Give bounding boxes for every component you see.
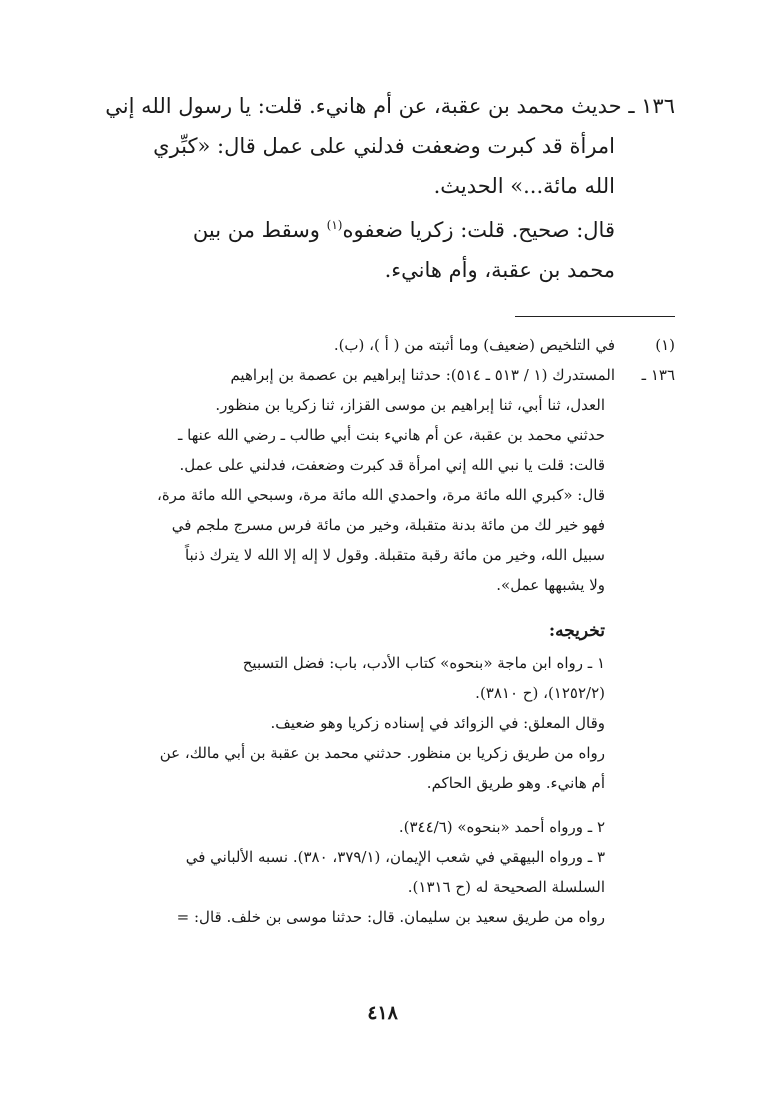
- note-136-line-6: فهو خير لك من مائة بدنة متقبلة، وخير من مائة فرس مسرج ملجم في: [171, 516, 605, 534]
- note-136-label: ١٣٦ ـ: [641, 366, 675, 384]
- takhrij-2-line-1: ٢ ـ ورواه أحمد «بنحوه» (٣٤٤/٦).: [398, 818, 605, 836]
- takhrij-1-line-5: أم هانيء. وهو طريق الحاكم.: [426, 774, 605, 792]
- main-line-1: ١٣٦ ـ حديث محمد بن عقبة، عن أم هانيء. قلت: يا رسول الله إني: [105, 94, 675, 118]
- note-136-line-2: العدل، ثنا أبي، ثنا إبراهيم بن موسى القزاز، ثنا زكريا بن منظور.: [215, 396, 605, 414]
- note-136-line-5: قال: «كبري الله مائة مرة، واحمدي الله مائة مرة، وسبحي الله مائة مرة،: [156, 486, 605, 504]
- main-text: [90, 86, 675, 290]
- takhrij-1-line-1: ١ ـ رواه ابن ماجة «بنحوه» كتاب الأدب، باب: فضل التسبيح: [242, 654, 605, 672]
- main-line-5: محمد بن عقبة، وأم هانيء.: [384, 258, 615, 282]
- main-line-4: [90, 210, 675, 250]
- note-136-line-1: [80, 360, 675, 390]
- takhrij-heading: تخريجه:: [548, 621, 605, 641]
- takhrij-1-line-2: (١٢٥٢/٢)، (ح ٣٨١٠).: [475, 684, 605, 702]
- footnote-divider: [515, 316, 675, 317]
- takhrij-3-line-1: ٣ ـ ورواه البيهقي في شعب الإيمان، (٣٧٩/١، ٣٨٠). نسبه الألباني في: [185, 848, 605, 866]
- page-number: ٤١٨: [367, 1002, 398, 1024]
- takhrij-spacer: [80, 798, 675, 812]
- main-line-3: الله مائة...» الحديث.: [433, 174, 615, 198]
- takhrij-1-line-4: رواه من طريق زكريا بن منظور. حدثني محمد بن عقبة بن أبي مالك، عن: [159, 744, 605, 762]
- notes-section: [80, 330, 675, 932]
- note-136-line-4: قالت: قلت يا نبي الله إني امرأة قد كبرت وضعفت، فدلني على عمل.: [179, 456, 605, 474]
- note-136-line-8: ولا يشبهها عمل».: [496, 576, 605, 594]
- footnote-ref[interactable]: (١): [326, 218, 343, 232]
- footnote-row: [80, 330, 675, 360]
- takhrij-3-line-2: السلسلة الصحيحة له (ح ١٣١٦).: [407, 878, 605, 896]
- main-line-2: امرأة قد كبرت وضعفت فدلني على عمل قال: «كبِّري: [153, 134, 615, 158]
- takhrij-1-line-3: وقال المعلق: في الزوائد في إسناده زكريا وهو ضعيف.: [270, 714, 605, 732]
- note-136-text-1: المستدرك (١ / ٥١٣ ـ ٥١٤): حدثنا إبراهيم بن عصمة بن إبراهيم: [230, 366, 615, 384]
- footnote-text: في التلخيص (ضعيف) وما أثبته من ( أ )، (ب).: [333, 336, 615, 354]
- note-136-line-7: سبيل الله، وخير من مائة رقبة متقبلة. وقول لا إله إلا الله لا يترك ذنباً: [184, 546, 605, 564]
- note-136-line-3: حدثني محمد بن عقبة، عن أم هانيء بنت أبي طالب ـ رضي الله عنها ـ: [177, 426, 605, 444]
- main-line-4-text: قال: صحيح. قلت: زكريا ضعفوه: [342, 218, 615, 242]
- footnote-number: (١): [655, 336, 675, 354]
- takhrij-3-line-3: رواه من طريق سعيد بن سليمان. قال: حدثنا موسى بن خلف. قال: =: [176, 908, 605, 926]
- main-line-4-end: وسقط من بين: [192, 218, 327, 242]
